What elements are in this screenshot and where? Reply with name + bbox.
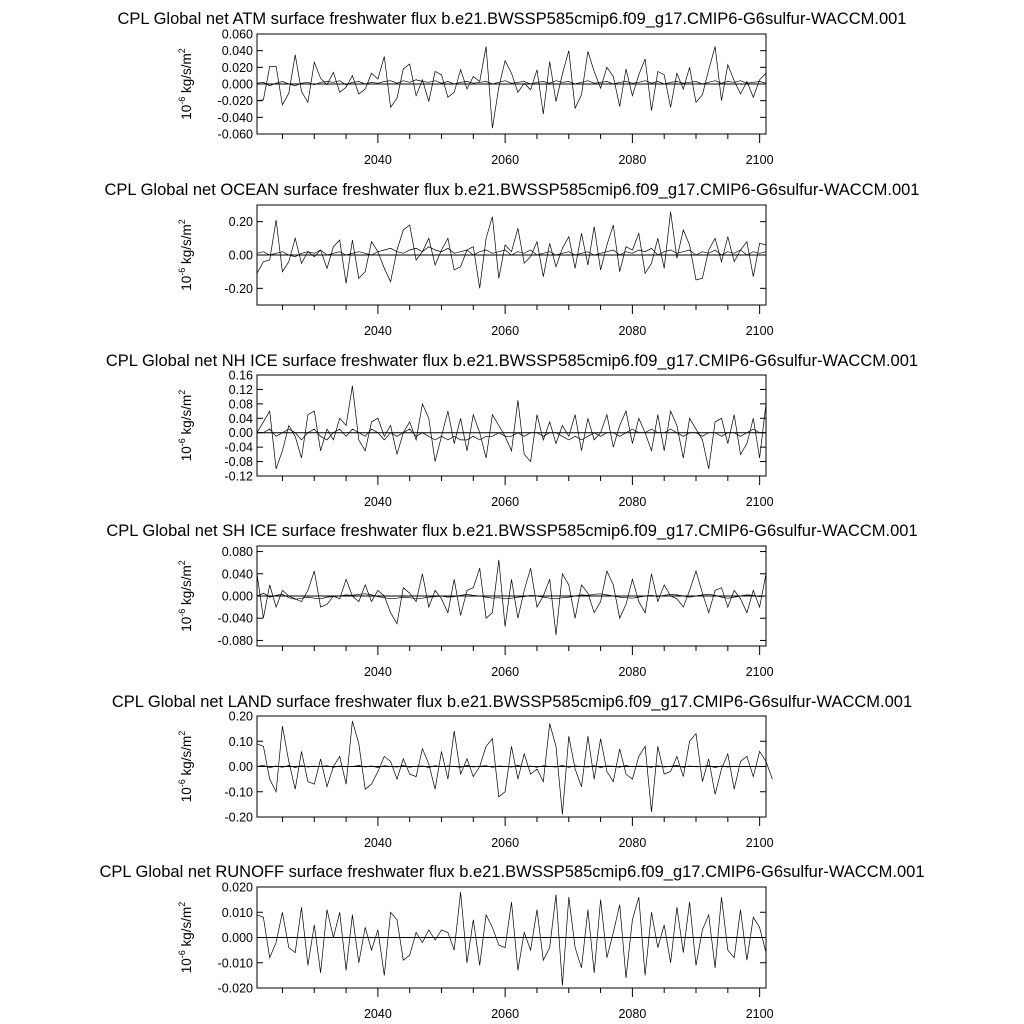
- x-tick-label: 2080: [618, 836, 647, 850]
- y-tick-label: 0.080: [221, 545, 253, 560]
- y-tick-label: 0.020: [221, 880, 253, 895]
- chart-title: CPL Global net ATM surface freshwater flux b.e21.BWSSP585cmip6.f09_g17.CMIP6-G6sulfur-WACCM.001: [117, 10, 907, 28]
- x-tick-label: 2060: [491, 153, 520, 167]
- x-tick-label: 2100: [745, 153, 774, 167]
- series-line: [257, 386, 766, 469]
- y-tick-label: -0.04: [224, 440, 253, 455]
- y-label-exponent: -6: [177, 438, 187, 447]
- x-tick-label: 2060: [491, 324, 520, 338]
- x-tick-label: 2100: [745, 1007, 774, 1021]
- y-tick-label: 0.020: [221, 60, 253, 75]
- y-tick-label: -0.12: [224, 469, 253, 484]
- y-label-base: 10: [179, 616, 194, 632]
- series-line: [257, 429, 766, 440]
- x-tick-label: 2080: [618, 665, 647, 679]
- y-axis-label: [177, 390, 194, 462]
- chart-title: CPL Global net OCEAN surface freshwater flux b.e21.BWSSP585cmip6.f09_g17.CMIP6-G6sulfur-WACCM.001: [104, 181, 920, 199]
- y-tick-label: 0.16: [228, 368, 253, 383]
- y-label-units: kg/s/m: [179, 394, 194, 439]
- y-axis-label: [177, 560, 194, 632]
- x-tick-label: 2040: [363, 324, 392, 338]
- series-line: [257, 47, 766, 129]
- x-tick-label: 2080: [618, 153, 647, 167]
- chart-title: CPL Global net RUNOFF surface freshwater flux b.e21.BWSSP585cmip6.f09_g17.CMIP6-G6sulfur-WACCM.001: [99, 863, 925, 881]
- chart-title: CPL Global net NH ICE surface freshwater flux b.e21.BWSSP585cmip6.f09_g17.CMIP6-G6sulfur-WACCM.001: [105, 352, 919, 370]
- y-label-units: kg/s/m: [179, 565, 194, 609]
- y-tick-label: 0.060: [221, 27, 253, 42]
- y-label-units: kg/s/m: [179, 906, 194, 951]
- x-tick-label: 2060: [491, 836, 520, 850]
- y-tick-label: 0.00: [228, 426, 253, 441]
- y-label-units: kg/s/m: [179, 53, 194, 97]
- y-tick-label: -0.080: [217, 633, 253, 648]
- y-label-base: 10: [179, 446, 194, 462]
- x-tick-label: 2040: [363, 836, 392, 850]
- y-label-exponent: -6: [177, 779, 187, 788]
- y-tick-label: 0.20: [228, 215, 253, 230]
- x-tick-label: 2100: [745, 836, 774, 850]
- y-label-units-exponent: 2: [177, 901, 187, 907]
- chart-panel: [118, 10, 907, 167]
- x-tick-label: 2080: [618, 1007, 647, 1021]
- y-tick-label: -0.010: [217, 956, 253, 971]
- y-label-units-exponent: 2: [177, 730, 187, 736]
- y-label-units: kg/s/m: [179, 735, 194, 780]
- y-tick-label: -0.20: [224, 810, 253, 825]
- chart-panel: [112, 693, 912, 850]
- y-tick-label: -0.20: [224, 281, 253, 296]
- y-label-units-exponent: 2: [177, 219, 187, 225]
- x-tick-label: 2040: [363, 665, 392, 679]
- y-tick-label: -0.060: [217, 127, 253, 142]
- y-tick-label: 0.20: [228, 709, 253, 724]
- y-label-units-exponent: 2: [177, 48, 187, 54]
- y-label-exponent: -6: [177, 96, 187, 105]
- y-label-base: 10: [179, 787, 194, 803]
- y-tick-label: -0.020: [217, 94, 253, 109]
- chart-panel: [99, 863, 924, 1021]
- y-tick-label: 0.00: [228, 248, 253, 263]
- y-tick-label: 0.040: [221, 567, 253, 582]
- y-tick-label: 0.000: [221, 589, 253, 604]
- y-label-units-exponent: 2: [177, 389, 187, 395]
- y-label-units: kg/s/m: [179, 224, 194, 268]
- chart-panel: [106, 522, 917, 679]
- y-axis-label: [177, 902, 194, 974]
- x-tick-label: 2080: [618, 324, 647, 338]
- chart-panel: [106, 352, 918, 509]
- x-tick-label: 2100: [745, 665, 774, 679]
- chart-title: CPL Global net SH ICE surface freshwater flux b.e21.BWSSP585cmip6.f09_g17.CMIP6-G6sulfur-WACCM.001: [106, 522, 918, 540]
- y-axis-label: [177, 219, 194, 291]
- x-tick-label: 2060: [491, 495, 520, 509]
- y-tick-label: 0.000: [221, 931, 253, 945]
- x-tick-label: 2060: [491, 1007, 520, 1021]
- y-tick-label: -0.08: [224, 455, 253, 470]
- x-tick-label: 2100: [745, 495, 774, 509]
- y-tick-label: 0.12: [228, 382, 253, 397]
- y-label-exponent: -6: [177, 950, 187, 959]
- series-line: [257, 892, 766, 986]
- y-axis-label: [177, 48, 194, 120]
- y-axis-label: [177, 731, 194, 803]
- series-line: [257, 80, 766, 86]
- x-tick-label: 2040: [363, 153, 392, 167]
- y-label-exponent: -6: [177, 608, 187, 617]
- series-line: [257, 721, 772, 815]
- x-tick-label: 2080: [618, 495, 647, 509]
- y-tick-label: 0.08: [228, 397, 253, 412]
- x-tick-label: 2040: [363, 495, 392, 509]
- chart-panel: [105, 181, 920, 338]
- x-tick-label: 2040: [363, 1007, 392, 1021]
- y-tick-label: -0.040: [217, 110, 253, 125]
- x-tick-label: 2100: [745, 324, 774, 338]
- y-tick-label: -0.020: [217, 981, 253, 996]
- y-tick-label: 0.00: [228, 760, 253, 774]
- y-tick-label: -0.040: [217, 611, 253, 626]
- y-tick-label: 0.000: [221, 77, 253, 92]
- plot-frame: [257, 375, 766, 476]
- y-tick-label: 0.040: [221, 44, 253, 59]
- y-label-base: 10: [179, 958, 194, 974]
- y-tick-label: -0.10: [224, 785, 253, 800]
- y-tick-label: 0.010: [221, 905, 253, 920]
- y-tick-label: 0.10: [228, 734, 253, 749]
- y-tick-label: 0.04: [228, 411, 253, 426]
- y-label-base: 10: [179, 104, 194, 120]
- y-label-units-exponent: 2: [177, 560, 187, 566]
- y-label-base: 10: [179, 275, 194, 291]
- y-label-exponent: -6: [177, 267, 187, 276]
- chart-title: CPL Global net LAND surface freshwater flux b.e21.BWSSP585cmip6.f09_g17.CMIP6-G6sulfur-WACCM.001: [111, 693, 913, 711]
- x-tick-label: 2060: [491, 665, 520, 679]
